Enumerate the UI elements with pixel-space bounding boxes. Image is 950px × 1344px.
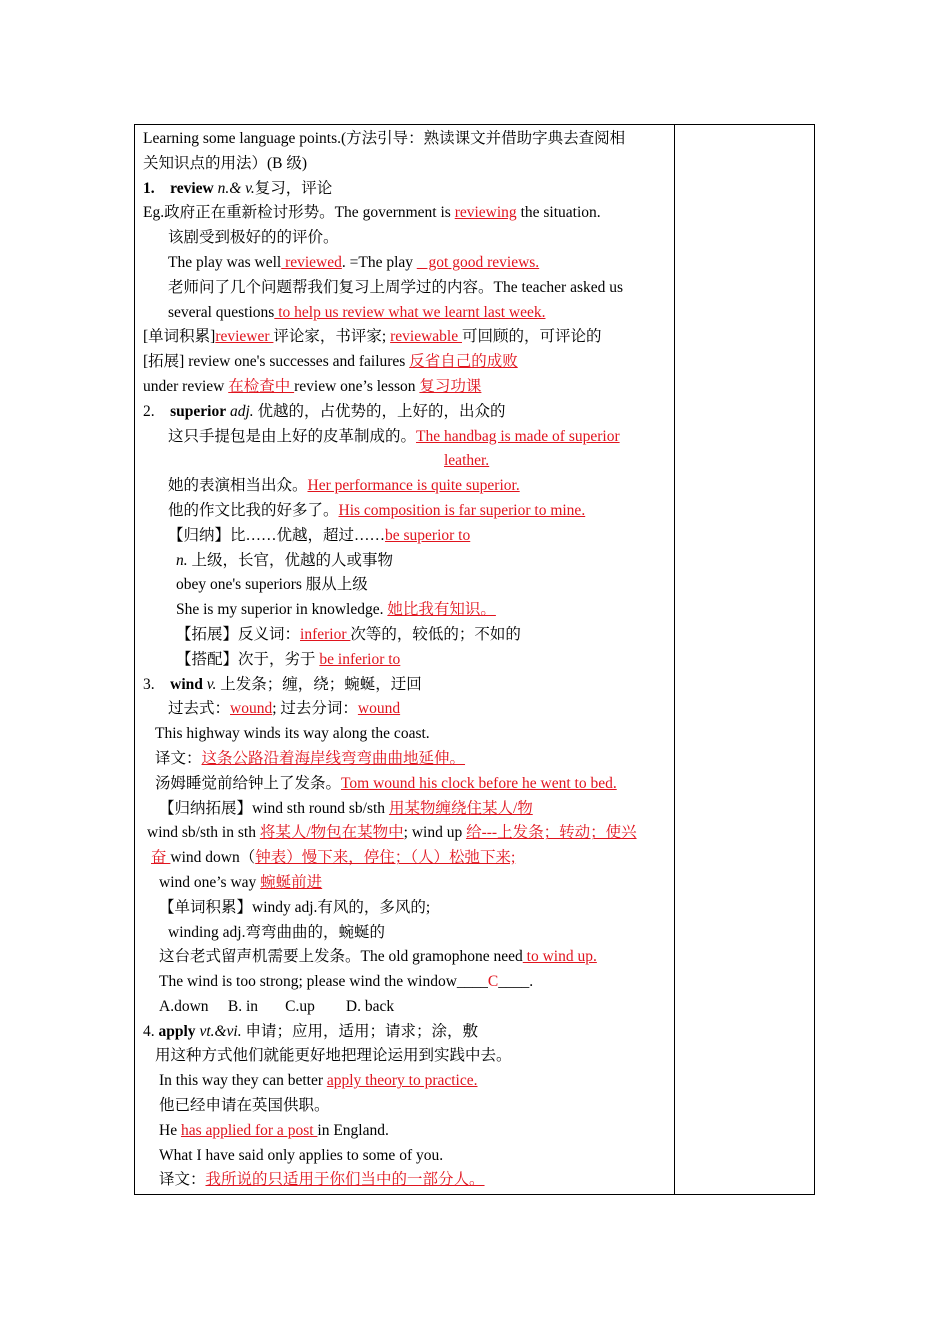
part-of-speech: n.	[176, 551, 188, 569]
example-line	[143, 772, 669, 797]
text: 译文：	[159, 1171, 206, 1189]
text: under review	[143, 377, 229, 395]
answer: 这条公路沿着海岸线弯弯曲曲地延伸。	[201, 749, 466, 767]
example-line	[143, 449, 669, 474]
text: 汤姆睡觉前给钟上了发条。	[155, 774, 342, 792]
meaning: 上发条；缠，绕；蜿蜒，迂回	[216, 675, 422, 693]
part-of-speech: vt.&vi.	[195, 1022, 242, 1040]
text: ; wind up	[403, 824, 467, 842]
intro-line	[143, 152, 669, 177]
text: wind sb/sth in sth	[147, 824, 260, 842]
answer: to wind up.	[522, 948, 597, 966]
answer: 复习功课	[419, 377, 482, 395]
example-line	[143, 1094, 669, 1119]
text: 【归纳拓展】wind sth round sb/sth	[159, 799, 389, 817]
text: obey one's superiors 服从上级	[176, 576, 368, 594]
answer: be superior to	[385, 526, 471, 544]
options-line	[143, 995, 669, 1020]
translation-line	[143, 1168, 669, 1193]
summary-line	[143, 524, 669, 549]
answer: reviewing	[454, 204, 517, 222]
intro-line	[143, 127, 669, 152]
example-line	[143, 301, 669, 326]
answer: 用某物缠绕住某人/物	[388, 799, 533, 817]
antonym-line	[143, 623, 669, 648]
vocab-line	[143, 921, 669, 946]
answer: Her performance is quite superior.	[307, 477, 520, 495]
answer: Tom wound his clock before he went to bed.	[341, 774, 617, 792]
example-line	[143, 722, 669, 747]
text: review one’s lesson	[294, 377, 420, 395]
example-line	[143, 598, 669, 623]
answer: 蜿蜒前进	[260, 873, 323, 891]
answer: to help us review what we learnt last week.	[274, 303, 546, 321]
text: wind one’s way	[159, 873, 261, 891]
item-heading-review	[143, 177, 669, 202]
text: 老师问了几个问题帮我们复习上周学过的内容。The teacher asked us	[168, 278, 624, 296]
answer: 将某人/物包在某物中	[259, 824, 404, 842]
item-heading-wind	[143, 673, 669, 698]
text: ____.	[498, 973, 534, 991]
text: 这台老式留声机需要上发条。The old gramophone need	[159, 948, 523, 966]
meaning: 优越的，占优势的，上好的，出众的	[253, 402, 506, 420]
summary-line	[143, 797, 669, 822]
example-line	[143, 425, 669, 450]
text: 译文：	[155, 749, 202, 767]
part-of-speech: adj.	[226, 402, 254, 420]
meaning: 申请；应用，适用；请求；涂，敷	[241, 1022, 479, 1040]
example-line	[143, 276, 669, 301]
text: The play was well	[168, 253, 282, 271]
text: 【拓展】反义词：	[176, 625, 301, 643]
part-of-speech: n.& v.	[213, 179, 255, 197]
part-of-speech: v.	[202, 675, 217, 693]
content-cell	[135, 125, 675, 1194]
answer: 我所说的只适用于你们当中的一部分人。	[205, 1171, 485, 1189]
answer: 在检查中	[228, 377, 295, 395]
example-line	[143, 1069, 669, 1094]
text: Eg.政府正在重新检讨形势。The government is	[143, 204, 455, 222]
answer: 给---上发条；转动；使兴	[466, 824, 637, 842]
text: He	[159, 1121, 181, 1139]
text: A.down B. in C.up D. back	[159, 997, 395, 1015]
vocab-line	[143, 325, 669, 350]
translation-line	[143, 747, 669, 772]
text: What I have said only applies to some of you.	[159, 1146, 444, 1164]
answer: The handbag is made of superior	[416, 427, 620, 445]
answer: reviewable	[390, 328, 462, 346]
answer: 反省自己的成败	[409, 353, 518, 371]
answer: wound	[230, 700, 273, 718]
text: 评论家，书评家;	[273, 328, 391, 346]
forms-line	[143, 697, 669, 722]
answer: 她比我有知识。	[387, 601, 496, 619]
text: wind down（	[170, 849, 256, 867]
text: 他已经申请在英国供职。	[159, 1097, 330, 1115]
item-number: 2.	[143, 402, 155, 420]
headword: review	[170, 179, 214, 197]
phrase-line	[143, 846, 669, 871]
text: the situation.	[516, 204, 601, 222]
meaning: 复习，评论	[254, 179, 333, 197]
headword: wind	[170, 675, 203, 693]
answer: wound	[357, 700, 401, 718]
noun-line	[143, 549, 669, 574]
intro-text: 关知识点的用法）(B 级)	[143, 154, 308, 172]
item-number: 3.	[143, 675, 155, 693]
intro-text: Learning some language points.(方法引导：熟读课文并借助字典去查阅相	[143, 130, 626, 147]
text: . =The play	[341, 253, 417, 271]
notes-cell	[675, 125, 815, 1194]
text: 次等的，较低的；不如的	[350, 625, 521, 643]
text: ; 过去分词：	[272, 700, 358, 718]
text: The wind is too strong; please wind the window____	[159, 973, 488, 991]
example-line	[143, 1144, 669, 1169]
phrase-line	[143, 871, 669, 896]
example-line	[143, 945, 669, 970]
text: winding adj.弯弯曲曲的，蜿蜒的	[168, 923, 385, 941]
text: 该剧受到极好的的评价。	[168, 229, 339, 247]
lesson-table	[134, 124, 815, 1195]
answer: reviewed	[281, 253, 342, 271]
example-line	[143, 1119, 669, 1144]
text: several questions	[168, 303, 275, 321]
item-heading-superior	[143, 400, 669, 425]
text: This highway winds its way along the coast.	[155, 725, 430, 743]
answer: 钟表）慢下来，停住；（人）松弛下来;	[255, 849, 516, 867]
answer: has applied for a post	[180, 1121, 318, 1139]
collocation-line	[143, 648, 669, 673]
text: 她的表演相当出众。	[168, 477, 308, 495]
meaning: 上级，长官，优越的人或事物	[187, 551, 394, 569]
example-line	[143, 251, 669, 276]
answer: apply theory to practice.	[326, 1072, 478, 1090]
item-number: 1.	[143, 179, 155, 197]
vocab-line	[143, 896, 669, 921]
headword: superior	[170, 402, 227, 420]
text: in England.	[317, 1121, 389, 1139]
text: She is my superior in knowledge.	[176, 601, 388, 619]
text: 过去式：	[168, 700, 231, 718]
example-line	[143, 201, 669, 226]
text: 【搭配】次于，劣于	[176, 650, 320, 668]
text: 可回顾的，可评论的	[461, 328, 602, 346]
answer: 奋	[151, 849, 171, 867]
answer: leather.	[444, 452, 490, 470]
item-heading-apply	[143, 1020, 669, 1045]
example-line	[143, 474, 669, 499]
headword: apply	[158, 1022, 196, 1040]
question-line	[143, 970, 669, 995]
answer: reviewer	[215, 328, 274, 346]
content	[143, 127, 669, 1193]
text: 【单词积累】windy adj.有风的，多风的;	[159, 898, 431, 916]
extension-line	[143, 375, 669, 400]
phrase-line	[143, 821, 669, 846]
extension-line	[143, 350, 669, 375]
example-line	[143, 226, 669, 251]
answer: His composition is far superior to mine.	[338, 501, 586, 519]
example-line	[143, 1044, 669, 1069]
item-number: 4.	[143, 1022, 155, 1040]
example-line	[143, 499, 669, 524]
text: 【归纳】比……优越，超过……	[168, 526, 386, 544]
phrase-line	[143, 573, 669, 598]
answer: inferior	[300, 625, 351, 643]
answer: be inferior to	[319, 650, 401, 668]
answer: C	[487, 973, 499, 991]
text: 这只手提包是由上好的皮革制成的。	[168, 427, 417, 445]
text: 他的作文比我的好多了。	[168, 501, 339, 519]
text: 用这种方式他们就能更好地把理论运用到实践中去。	[155, 1047, 512, 1065]
text: In this way they can better	[159, 1072, 327, 1090]
text: [单词积累]	[143, 328, 216, 346]
answer: _ got good reviews.	[416, 253, 540, 271]
text: [拓展] review one's successes and failures	[143, 353, 410, 371]
